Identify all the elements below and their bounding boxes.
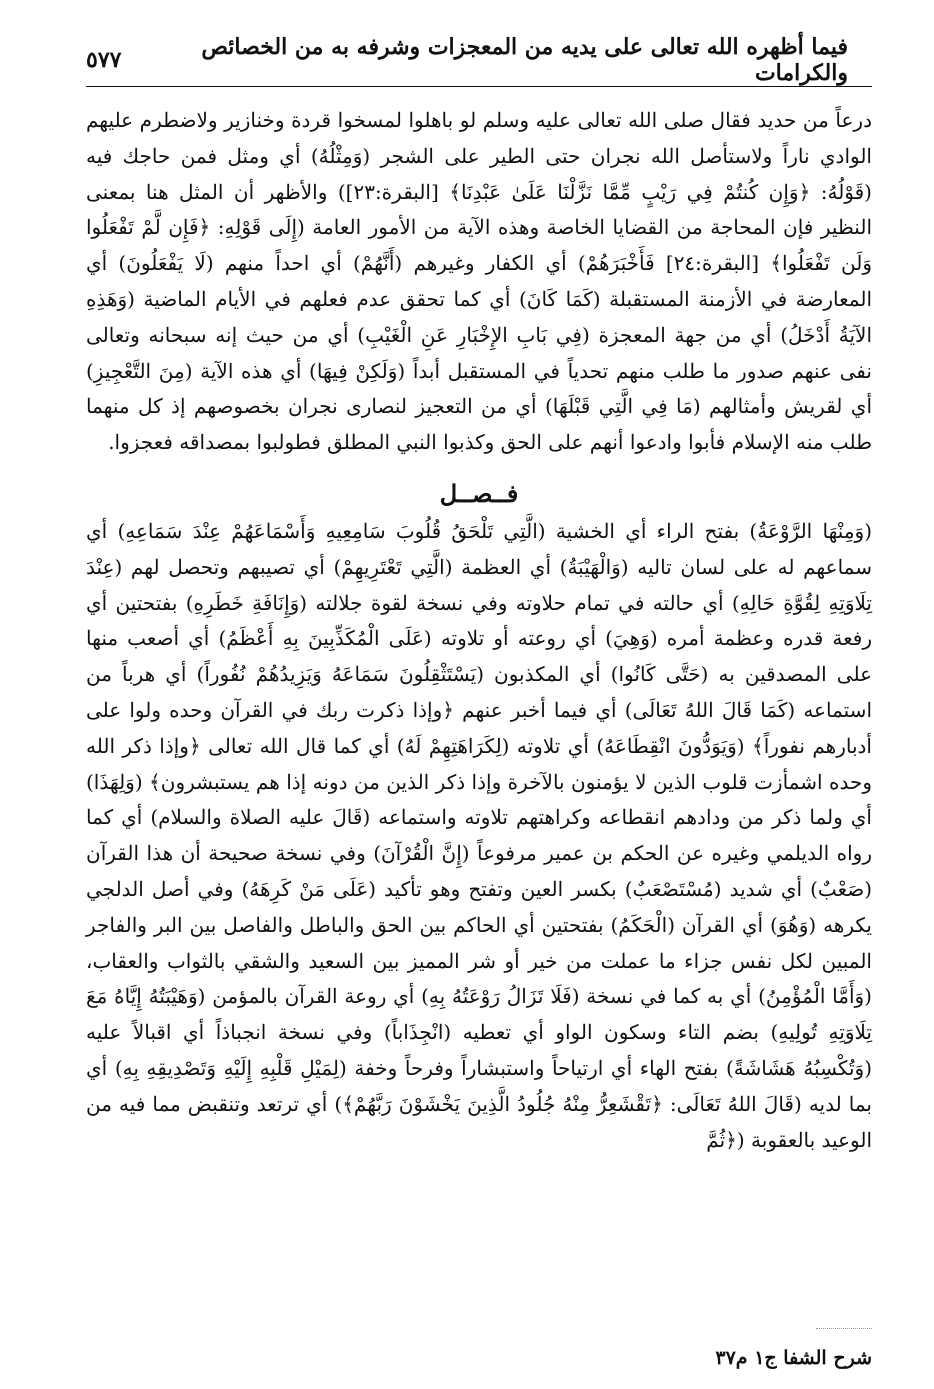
- page-header: [86, 34, 848, 86]
- page-footer: [715, 1347, 872, 1369]
- page-number: ٥٧٧: [86, 47, 122, 73]
- section-title: فــصــل: [439, 478, 519, 508]
- footer-divider: [816, 1328, 872, 1329]
- running-title: فيما أظهره الله تعالى على يديه من المعجزات وشرفه به من الخصائص والكرامات: [201, 34, 848, 86]
- header-divider: [86, 86, 872, 87]
- page-body: [86, 103, 872, 1158]
- footer-signature: شرح الشفا ج١ م٣٧: [715, 1347, 872, 1369]
- paragraph-1: درعاً من حديد فقال صلى الله تعالى عليه وسلم لو باهلوا لمسخوا قردة وخنازير ولاضطرم عليهم الوادي ناراً ولاستأصل الله نجران حتى الطير على الشجر (وَمِثْلُهُ) أي ومثل فمن حاجك فيه (قَوْلُهُ: ﴿وَإِن كُنتُمْ فِي رَيْبٍ مِّمَّا نَزَّلْنَا عَلَىٰ عَبْدِنَا﴾ [البقرة:٢٣]) والأظهر أن المثل هنا بمعنى النظير فإن المحاجة من القضايا الخاصة وهذه الآية من الأمور العامة (إِلَى قَوْلِهِ: ﴿فَإِن لَّمْ تَفْعَلُوا وَلَن تَفْعَلُوا﴾ [البقرة:٢٤] فَأَخْبَرَهُمْ) أي الكفار وغيرهم (أَنَّهُمْ) أي احداً منهم (لَا يَفْعَلُونَ) أي المعارضة في الأزمنة المستقبلة (كَمَا كَانَ) أي كما تحقق عدم فعلهم في الأيام الماضية (وَهَذِهِ الآيَةُ أَدْخَلُ) أي من جهة المعجزة (فِي بَابِ الإِخْبَارِ عَنِ الْغَيْبِ) أي من حيث إنه سبحانه وتعالى نفى عنهم صدور ما طلب منهم تحدياً في المستقبل أبداً (وَلَكِنْ فِيهَا) أي هذه الآية (مِنَ التَّعْجِيزِ) أي لقريش وأمثالهم (مَا فِي الَّتِي قَبْلَهَا) أي من التعجيز لنصارى نجران بخصوصهم إذ كل منهما طلب منه الإسلام فأبوا وادعوا أنهم على الحق وكذبوا النبي المطلق فطولبوا بمصداقه فعجزوا.: [86, 108, 873, 455]
- paragraph-2: (وَمِنْهَا الرَّوْعَةُ) بفتح الراء أي الخشية (الَّتِي تَلْحَقُ قُلُوبَ سَامِعِيهِ وَأَسْمَاعَهُمْ عِنْدَ سَمَاعِهِ) أي سماعهم له على لسان تاليه (وَالْهَيْبَةُ) أي العظمة (الَّتِي تَعْتَرِيهِمْ) أي تصيبهم وتحصل لهم (عِنْدَ تِلَاوَتِهِ لِقُوَّةِ حَالِهِ) أي حالته في تمام حلاوته وفي نسخة لقوة جلالته (وَإِنَافَةِ خَطَرِهِ) بفتحتين أي رفعة قدره وعظمة أمره (وَهِيَ) أي روعته أو تلاوته (عَلَى الْمُكَذِّبِينَ بِهِ أَعْظَمُ) أي أصعب منها على المصدقين به (حَتَّى كَانُوا) أي المكذبون (يَسْتَثْقِلُونَ سَمَاعَهُ وَيَزِيدُهُمْ نُفُوراً) أي هرباً من استماعه (كَمَا قَالَ اللهُ تَعَالَى) أي فيما أخبر عنهم ﴿وإذا ذكرت ربك في القرآن وحده ولوا على أدبارهم نفوراً﴾ (وَيَوَدُّونَ انْقِطَاعَهُ) أي تلاوته (لِكَرَاهَتِهِمْ لَهُ) أي كما قال الله تعالى ﴿وإذا ذكر الله وحده اشمأزت قلوب الذين لا يؤمنون بالآخرة وإذا ذكر الذين من دونه إذا هم يستبشرون﴾ (وَلِهَذَا) أي ولما ذكر من ودادهم انقطاعه وكراهتهم تلاوته واستماعه (قَالَ عليه الصلاة والسلام) أي كما رواه الديلمي وغيره عن الحكم بن عمير مرفوعاً (إِنَّ الْقُرْآنَ) وفي نسخة صحيحة أن هذا القرآن (صَعْبٌ) أي شديد (مُسْتَصْعَبٌ) بكسر العين وتفتح وهو تأكيد (عَلَى مَنْ كَرِهَهُ) وفي أصل الدلجي يكرهه (وَهُوَ) أي القرآن (الْحَكَمُ) بفتحتين أي الحاكم بين الحق والباطل والفاصل بين البر والفاجر المبين لكل نفس جزاء ما عملت من خير أو شر المميز بين السعيد والشقي بالثواب والعقاب، (وَأَمَّا الْمُؤْمِنُ) أي به كما في نسخة (فَلَا تَزَالُ رَوْعَتُهُ بِهِ) أي روعة القرآن بالمؤمن (وَهَيْبَتُهُ إِيَّاهُ مَعَ تِلَاوَتِهِ تُولِيهِ) بضم التاء وسكون الواو أي تعطيه (انْجِذَاباً) وفي نسخة انجباذاً أي اقبالاً عليه (وَتُكْسِبُهُ هَشَاشَةً) بفتح الهاء أي ارتياحاً واستبشاراً وفرحاً وخفة (لِمَيْلِ قَلْبِهِ إِلَيْهِ وَتَصْدِيقِهِ بِهِ) أي بما لديه (قَالَ اللهُ تَعَالَى: ﴿تَقْشَعِرُّ مِنْهُ جُلُودُ الَّذِينَ يَخْشَوْنَ رَبَّهُمْ﴾) أي ترتعد وتنقبض مما فيه من الوعيد بالعقوبة (﴿ثُمَّ: [86, 518, 873, 1152]
